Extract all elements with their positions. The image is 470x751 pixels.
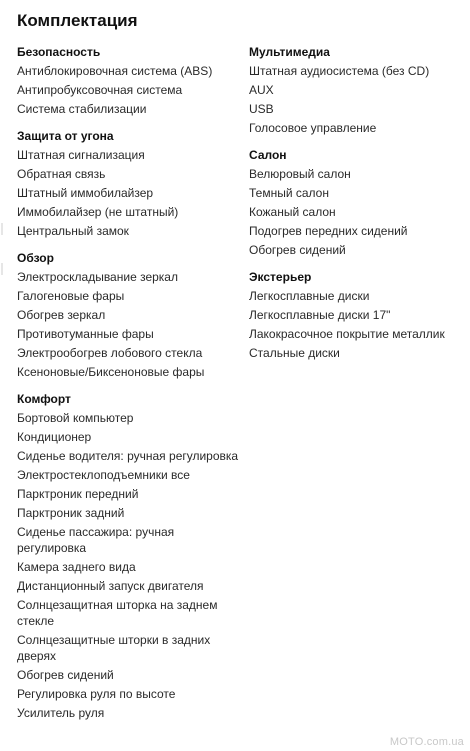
watermark: MOTO.com.ua <box>389 736 464 748</box>
equipment-item: Легкосплавные диски 17" <box>249 308 391 322</box>
equipment-item: Иммобилайзер (не штатный) <box>17 205 179 219</box>
equipment-item: Темный салон <box>249 186 329 200</box>
equipment-item: Лакокрасочное покрытие металлик <box>249 327 445 341</box>
equipment-item: Штатная сигнализация <box>17 148 145 162</box>
equipment-item: Голосовое управление <box>249 121 377 135</box>
equipment-item: Система стабилизации <box>17 102 147 116</box>
equipment-left-column <box>17 44 243 732</box>
equipment-item: Обогрев сидений <box>17 668 114 682</box>
equipment-item: Кондиционер <box>17 430 92 444</box>
left-edge-mark <box>1 263 3 275</box>
equipment-item: AUX <box>249 83 274 97</box>
equipment-section <box>17 128 243 240</box>
equipment-section <box>249 269 464 362</box>
equipment-item: Стальные диски <box>249 346 340 360</box>
left-edge-mark <box>1 223 3 235</box>
equipment-item: Парктроник задний <box>17 506 125 520</box>
equipment-item: Ксеноновые/Биксеноновые фары <box>17 365 205 379</box>
equipment-item: Центральный замок <box>17 224 129 238</box>
equipment-item: Дистанционный запуск двигателя <box>17 579 204 593</box>
equipment-item: Обогрев зеркал <box>17 308 106 322</box>
equipment-item: Бортовой компьютер <box>17 411 134 425</box>
equipment-item: Электрообогрев лобового стекла <box>17 346 203 360</box>
equipment-section <box>17 44 243 118</box>
equipment-item: Камера заднего вида <box>17 560 136 574</box>
equipment-item: Кожаный салон <box>249 205 336 219</box>
equipment-item: Антипробуксовочная система <box>17 83 183 97</box>
section-title: Безопасность <box>17 45 101 59</box>
section-title: Комфорт <box>17 392 71 406</box>
equipment-item: Легкосплавные диски <box>249 289 370 303</box>
equipment-item: Обогрев сидений <box>249 243 346 257</box>
section-title: Обзор <box>17 251 54 265</box>
equipment-item: Подогрев передних сидений <box>249 224 408 238</box>
equipment-section <box>249 147 464 259</box>
equipment-item: Антиблокировочная система (ABS) <box>17 64 213 78</box>
equipment-item: Сиденье пассажира: ручная регулировка <box>17 525 175 555</box>
equipment-item: Сиденье водителя: ручная регулировка <box>17 449 239 463</box>
equipment-item: Галогеновые фары <box>17 289 125 303</box>
equipment-section <box>17 250 243 381</box>
equipment-item: Штатная аудиосистема (без CD) <box>249 64 430 78</box>
equipment-right-column <box>249 44 464 372</box>
equipment-item: Обратная связь <box>17 167 106 181</box>
equipment-item: Противотуманные фары <box>17 327 154 341</box>
equipment-item: Электроскладывание зеркал <box>17 270 178 284</box>
section-title: Салон <box>249 148 287 162</box>
equipment-section <box>17 391 243 722</box>
equipment-section <box>249 44 464 137</box>
equipment-item: Парктроник передний <box>17 487 139 501</box>
section-title: Экстерьер <box>249 270 312 284</box>
equipment-item: Штатный иммобилайзер <box>17 186 154 200</box>
equipment-item: Солнцезащитные шторки в задних дверях <box>17 633 211 663</box>
section-title: Мультимедиа <box>249 45 330 59</box>
equipment-item: Регулировка руля по высоте <box>17 687 176 701</box>
equipment-item: USB <box>249 102 274 116</box>
section-title: Защита от угона <box>17 129 114 143</box>
equipment-item: Усилитель руля <box>17 706 105 720</box>
equipment-item: Солнцезащитная шторка на заднем стекле <box>17 598 218 628</box>
equipment-item: Велюровый салон <box>249 167 351 181</box>
equipment-item: Электростеклоподъемники все <box>17 468 190 482</box>
page-title: Комплектация <box>17 11 138 30</box>
